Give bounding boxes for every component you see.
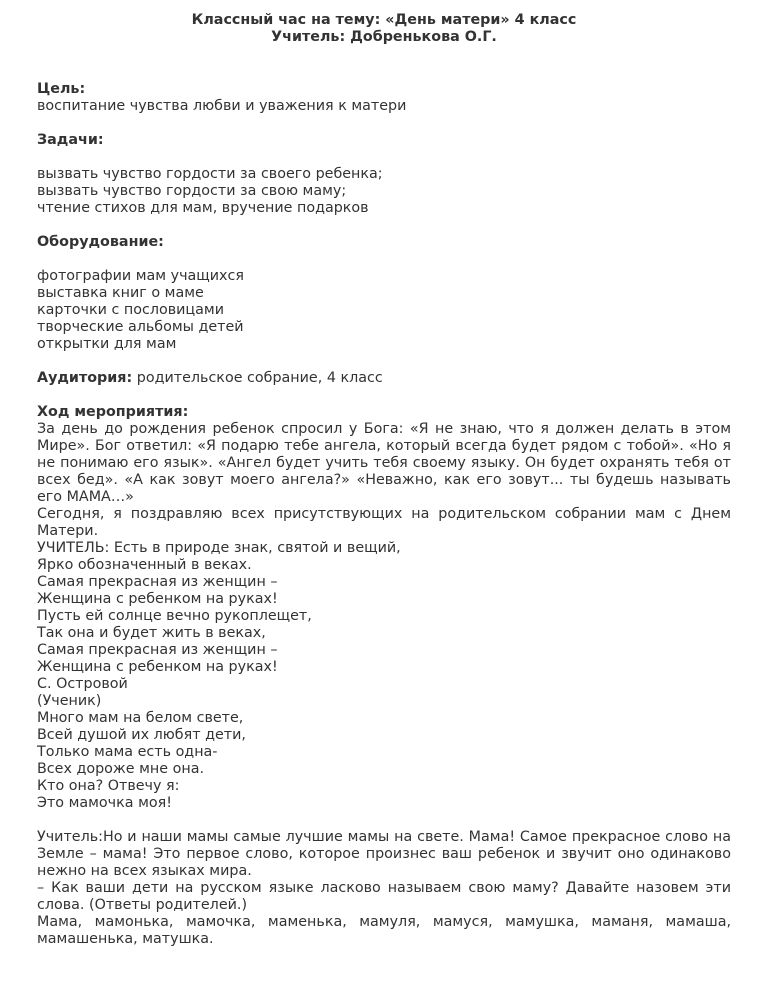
poem-line: Женщина с ребенком на руках! [37,659,278,675]
poem-line: Самая прекрасная из женщин – [37,574,278,590]
equipment-item: выставка книг о маме [37,285,204,301]
parable-paragraph: За день до рождения ребенок спросил у Бога: «Я не знаю, что я должен делать в этом Мире». Бог ответил: «Я подарю тебе ангела, который всегда будет рядом с тобой». «Но я не понимаю его язык». «Ангел будет учить тебя своему языку. Он будет охранять тебя от всех бед». «А как зовут моего ангела?» «Неважно, как его зовут... ты будешь называть его МАМА…» [37,421,731,505]
goal-section [37,81,731,115]
task-item: вызвать чувство гордости за свою маму; [37,183,347,199]
goal-heading: Цель: [37,81,86,97]
question-paragraph: – Как ваши дети на русском языке ласково называем свою маму? Давайте назовем эти слова. (Ответы родителей.) [37,880,731,913]
audience-text: родительское собрание, 4 класс [132,370,383,386]
equipment-item: творческие альбомы детей [37,319,244,335]
tasks-section [37,132,731,217]
poem-line: Женщина с ребенком на руках! [37,591,278,607]
equipment-item: карточки с пословицами [37,302,224,318]
equipment-section [37,234,731,353]
poem-line: Кто она? Отвечу я: [37,778,180,794]
audience-section [37,370,731,387]
equipment-item: открытки для мам [37,336,177,352]
audience-heading: Аудитория: [37,370,133,386]
poem-line: Всех дороже мне она. [37,761,205,777]
poem-line: Это мамочка моя! [37,795,172,811]
poem-line: Только мама есть одна- [37,744,218,760]
answers-paragraph: Мама, мамонька, мамочка, маменька, мамуля, мамуся, мамушка, маманя, мамаша, мамашенька, матушка. [37,914,731,947]
poem-line: Самая прекрасная из женщин – [37,642,278,658]
task-item: чтение стихов для мам, вручение подарков [37,200,369,216]
goal-text: воспитание чувства любви и уважения к матери [37,98,407,114]
title-line-2: Учитель: Добренькова О.Г. [271,29,497,45]
equipment-item: фотографии мам учащихся [37,268,244,284]
document-title [0,12,768,46]
document-body [37,81,731,948]
course-section [37,404,731,948]
task-item: вызвать чувство гордости за своего ребенка; [37,166,383,182]
poem-line: Пусть ей солнце вечно рукоплещет, [37,608,312,624]
poem-line: Много мам на белом свете, [37,710,244,726]
poem-speaker: (Ученик) [37,693,102,709]
course-heading: Ход мероприятия: [37,404,189,420]
poem-line: УЧИТЕЛЬ: Есть в природе знак, святой и вещий, [37,540,401,556]
equipment-heading: Оборудование: [37,234,164,250]
teacher-speech-paragraph: Учитель:Но и наши мамы самые лучшие мамы на свете. Мама! Самое прекрасное слово на Земле – мама! Это первое слово, которое произнес ваш ребенок и звучит оно одинаково нежно на всех языках мира. [37,829,731,879]
poem-2 [37,693,731,812]
tasks-heading: Задачи: [37,132,104,148]
greeting-paragraph: Сегодня, я поздравляю всех присутствующих на родительском собрании мам с Днем Матери. [37,506,731,539]
title-line-1: Классный час на тему: «День матери» 4 класс [191,12,577,28]
poem-author: С. Островой [37,676,128,692]
poem-1 [37,540,731,693]
poem-line: Так она и будет жить в веках, [37,625,266,641]
poem-line: Всей душой их любят дети, [37,727,246,743]
poem-line: Ярко обозначенный в веках. [37,557,252,573]
